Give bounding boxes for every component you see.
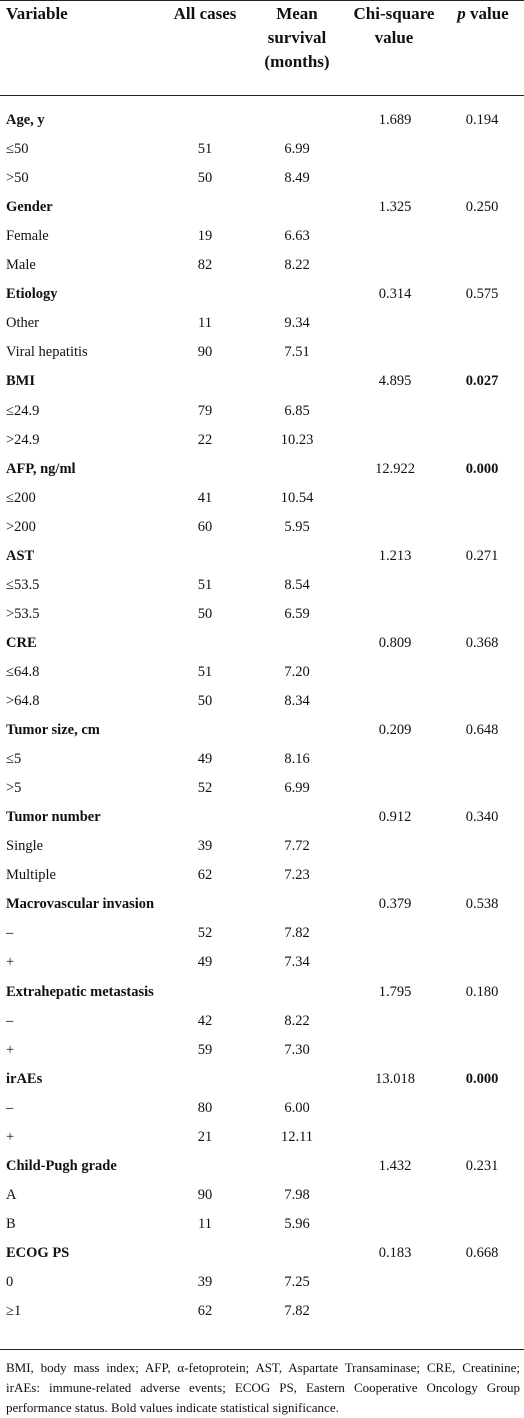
cell-mean-survival: 7.20	[284, 663, 310, 680]
table-row-group	[0, 1239, 524, 1268]
cell-all-cases: 21	[197, 1128, 213, 1145]
cell-mean-survival: 7.23	[284, 867, 310, 884]
cell-mean-survival: 6.85	[284, 402, 310, 419]
table-row	[0, 1297, 524, 1326]
cell-mean-survival	[254, 193, 340, 222]
cell-variable: irAEs	[6, 1070, 43, 1087]
cell-mean-survival: 7.82	[284, 925, 310, 942]
table-top-rule	[0, 0, 524, 1]
cell-variable: Etiology	[6, 286, 58, 303]
cell-mean-survival: 7.72	[284, 838, 310, 855]
cell-mean-survival	[254, 716, 340, 745]
cell-chi-square: 0.209	[378, 722, 412, 739]
cell-p-value: 0.000	[465, 1070, 499, 1087]
cell-p-value: 0.027	[465, 373, 499, 390]
cell-chi-square	[350, 658, 440, 687]
cell-p-value: 0.575	[465, 286, 499, 303]
cell-all-cases: 51	[197, 576, 213, 593]
cell-p-value	[444, 135, 520, 164]
cell-chi-square	[350, 861, 440, 890]
cell-variable: –	[6, 1012, 14, 1029]
table-row	[0, 600, 524, 629]
cell-mean-survival: 8.16	[284, 751, 310, 768]
cell-mean-survival	[254, 542, 340, 571]
cell-p-value: 0.668	[465, 1244, 499, 1261]
cell-mean-survival: 8.54	[284, 576, 310, 593]
cell-variable: +	[6, 954, 15, 971]
cell-p-value: 0.271	[465, 547, 499, 564]
table-footnote: BMI, body mass index; AFP, α-fetoprotein; AST, Aspartate Transaminase; CRE, Creatinine; irAEs: immune-related adverse events; ECOG PS, Eastern Cooperative Oncology Group performance status. Bold values indicate statistical significance.	[6, 1360, 520, 1415]
table-row	[0, 774, 524, 803]
cell-all-cases	[170, 106, 240, 135]
table-row	[0, 1123, 524, 1152]
cell-p-value	[444, 164, 520, 193]
cell-variable: Gender	[6, 199, 53, 216]
cell-p-value: 0.648	[465, 722, 499, 739]
cell-chi-square: 4.895	[378, 373, 412, 390]
cell-variable: Other	[6, 315, 40, 332]
cell-all-cases: 51	[197, 141, 213, 158]
cell-mean-survival: 5.95	[284, 518, 310, 535]
cell-chi-square	[350, 948, 440, 977]
cell-chi-square: 0.183	[378, 1244, 412, 1261]
cell-variable: >24.9	[6, 431, 40, 448]
cell-mean-survival: 7.34	[284, 954, 310, 971]
cell-mean-survival	[254, 280, 340, 309]
cell-all-cases: 51	[197, 663, 213, 680]
cell-variable: >200	[6, 518, 36, 535]
header-bottom-rule	[0, 95, 524, 96]
table-row-group	[0, 803, 524, 832]
cell-chi-square	[350, 135, 440, 164]
cell-p-value	[444, 338, 520, 367]
cell-variable: ECOG PS	[6, 1244, 70, 1261]
cell-all-cases: 50	[197, 693, 213, 709]
cell-p-value	[444, 745, 520, 774]
cell-mean-survival: 5.96	[284, 1215, 310, 1232]
table-row	[0, 745, 524, 774]
cell-p-value: 0.340	[465, 809, 499, 826]
table-row-group	[0, 1152, 524, 1181]
cell-p-value	[444, 774, 520, 803]
cell-mean-survival	[254, 367, 340, 396]
cell-p-value	[444, 1094, 520, 1123]
table-row-group	[0, 716, 524, 745]
cell-mean-survival: 7.51	[284, 344, 310, 361]
cell-chi-square	[350, 1181, 440, 1210]
cell-mean-survival: 6.00	[284, 1099, 310, 1116]
cell-all-cases	[170, 367, 240, 396]
header-p-value	[444, 2, 522, 26]
cell-variable: 0	[6, 1274, 14, 1290]
cell-variable: Male	[6, 257, 36, 274]
cell-chi-square	[350, 832, 440, 861]
table-row-group	[0, 978, 524, 1007]
cell-variable: –	[6, 925, 14, 942]
cell-p-value	[444, 426, 520, 455]
cell-mean-survival: 6.59	[284, 605, 310, 622]
table-row	[0, 338, 524, 367]
cell-mean-survival: 6.99	[284, 141, 310, 158]
cell-p-value	[444, 222, 520, 251]
header-chi-line2: value	[374, 28, 414, 47]
cell-p-value: 0.194	[465, 112, 499, 128]
cell-all-cases: 49	[197, 751, 213, 768]
table-row	[0, 222, 524, 251]
cell-all-cases: 22	[197, 431, 213, 448]
table-row	[0, 251, 524, 280]
header-mean-line2: survival	[267, 28, 327, 47]
cell-mean-survival	[254, 455, 340, 484]
cell-all-cases: 11	[198, 315, 212, 332]
cell-all-cases: 60	[197, 518, 213, 535]
table-row	[0, 397, 524, 426]
cell-all-cases: 62	[197, 1303, 213, 1320]
cell-p-value	[444, 484, 520, 513]
cell-p-value	[444, 658, 520, 687]
cell-mean-survival: 7.82	[284, 1303, 310, 1320]
cell-all-cases	[170, 280, 240, 309]
cell-mean-survival: 7.30	[284, 1041, 310, 1058]
header-chi-line1: Chi-square	[353, 4, 435, 23]
cell-variable: >64.8	[6, 693, 40, 709]
cell-p-value	[444, 600, 520, 629]
cell-chi-square	[350, 426, 440, 455]
cell-all-cases: 41	[197, 489, 213, 506]
cell-variable: Extrahepatic metastasis	[6, 983, 154, 1000]
table-row	[0, 1210, 524, 1239]
cell-chi-square	[350, 571, 440, 600]
cell-all-cases: 80	[197, 1099, 213, 1116]
table-row-group	[0, 280, 524, 309]
cell-chi-square	[350, 1210, 440, 1239]
table-row	[0, 571, 524, 600]
cell-mean-survival	[254, 629, 340, 658]
table-row	[0, 919, 524, 948]
cell-p-value	[444, 571, 520, 600]
cell-p-value	[444, 1123, 520, 1152]
cell-mean-survival	[254, 890, 340, 919]
cell-all-cases	[170, 716, 240, 745]
cell-p-value	[444, 1297, 520, 1326]
cell-chi-square	[350, 397, 440, 426]
cell-variable: AFP, ng/ml	[6, 460, 76, 477]
cell-chi-square: 13.018	[375, 1070, 415, 1087]
cell-p-value: 0.231	[465, 1157, 499, 1174]
cell-mean-survival	[254, 106, 340, 135]
cell-p-value	[444, 1181, 520, 1210]
cell-variable: Tumor number	[6, 809, 101, 826]
cell-p-value	[444, 1007, 520, 1036]
cell-variable: Age, y	[6, 112, 45, 128]
cell-all-cases: 52	[197, 780, 213, 797]
table-row	[0, 309, 524, 338]
table-row-group	[0, 106, 524, 135]
cell-variable: ≤50	[6, 141, 29, 158]
cell-variable: Viral hepatitis	[6, 344, 88, 361]
header-mean-line3: (months)	[264, 52, 330, 71]
cell-chi-square: 0.912	[378, 809, 412, 826]
cell-p-value	[444, 309, 520, 338]
cell-variable: +	[6, 1128, 15, 1145]
cell-chi-square	[350, 1123, 440, 1152]
table-row	[0, 1181, 524, 1210]
cell-all-cases	[170, 890, 240, 919]
cell-all-cases	[170, 629, 240, 658]
cell-variable: Macrovascular invasion	[6, 896, 155, 913]
cell-p-value	[444, 948, 520, 977]
cell-all-cases: 49	[197, 954, 213, 971]
header-p-rest: value	[465, 4, 509, 23]
table-row	[0, 948, 524, 977]
cell-all-cases	[170, 1239, 240, 1268]
cell-mean-survival	[254, 1152, 340, 1181]
cell-variable: ≤200	[6, 489, 36, 506]
cell-chi-square	[350, 687, 440, 716]
cell-chi-square	[350, 919, 440, 948]
cell-all-cases	[170, 193, 240, 222]
cell-chi-square: 1.213	[378, 547, 412, 564]
cell-p-value: 0.000	[465, 460, 499, 477]
cell-all-cases: 39	[197, 1274, 213, 1290]
cell-mean-survival: 10.54	[280, 489, 314, 506]
cell-chi-square	[350, 600, 440, 629]
cell-variable: >53.5	[6, 605, 40, 622]
table-row	[0, 861, 524, 890]
cell-chi-square: 0.379	[378, 896, 412, 913]
cell-all-cases: 59	[197, 1041, 213, 1058]
cell-all-cases	[170, 978, 240, 1007]
cell-chi-square: 1.689	[378, 112, 412, 128]
cell-p-value	[444, 251, 520, 280]
table-row-group	[0, 1065, 524, 1094]
cell-all-cases: 19	[197, 228, 213, 245]
cell-all-cases	[170, 455, 240, 484]
cell-p-value	[444, 513, 520, 542]
cell-variable: >5	[6, 780, 22, 797]
cell-p-value	[444, 1210, 520, 1239]
cell-p-value: 0.180	[465, 983, 499, 1000]
cell-all-cases: 90	[197, 344, 213, 361]
cell-p-value	[444, 687, 520, 716]
cell-all-cases: 39	[197, 838, 213, 855]
table-row	[0, 1036, 524, 1065]
cell-all-cases	[170, 803, 240, 832]
cell-chi-square	[350, 338, 440, 367]
table-row	[0, 513, 524, 542]
cell-chi-square: 12.922	[375, 460, 415, 477]
cell-variable: AST	[6, 547, 35, 564]
table-row	[0, 426, 524, 455]
cell-variable: ≤64.8	[6, 663, 40, 680]
cell-chi-square	[350, 513, 440, 542]
cell-all-cases: 82	[197, 257, 213, 274]
cell-mean-survival: 8.49	[284, 170, 310, 187]
cell-mean-survival	[254, 978, 340, 1007]
cell-mean-survival: 6.63	[284, 228, 310, 245]
cell-all-cases	[170, 1065, 240, 1094]
cell-variable: ≤5	[6, 751, 22, 768]
cell-chi-square	[350, 222, 440, 251]
cell-p-value	[444, 397, 520, 426]
cell-mean-survival: 9.34	[284, 315, 310, 332]
cell-all-cases: 11	[198, 1215, 212, 1232]
cell-mean-survival: 6.99	[284, 780, 310, 797]
header-chi-square	[344, 2, 444, 50]
cell-variable: BMI	[6, 373, 35, 390]
cell-chi-square: 1.432	[378, 1157, 412, 1174]
cell-variable: Female	[6, 228, 49, 245]
cell-all-cases: 50	[197, 170, 213, 187]
cell-variable: ≥1	[6, 1303, 22, 1320]
cell-mean-survival	[254, 1239, 340, 1268]
cell-variable: Tumor size, cm	[6, 722, 100, 739]
cell-all-cases: 52	[197, 925, 213, 942]
table-row-group	[0, 193, 524, 222]
cell-variable: ≤53.5	[6, 576, 40, 593]
cell-p-value	[444, 919, 520, 948]
cell-p-value	[444, 832, 520, 861]
cell-mean-survival: 7.98	[284, 1186, 310, 1203]
table-row-group	[0, 629, 524, 658]
cell-p-value: 0.368	[465, 634, 499, 651]
cell-chi-square	[350, 1036, 440, 1065]
cell-mean-survival: 8.22	[284, 1012, 310, 1029]
cell-variable: >50	[6, 170, 29, 187]
table-row	[0, 658, 524, 687]
cell-all-cases: 90	[197, 1186, 213, 1203]
table-row	[0, 484, 524, 513]
cell-chi-square	[350, 1094, 440, 1123]
cell-mean-survival	[254, 803, 340, 832]
cell-chi-square: 0.809	[378, 634, 412, 651]
cell-all-cases: 50	[197, 605, 213, 622]
table-row	[0, 687, 524, 716]
table-row	[0, 1094, 524, 1123]
cell-variable: –	[6, 1099, 14, 1116]
table-bottom-rule	[0, 1349, 524, 1350]
cell-chi-square	[350, 484, 440, 513]
table-row	[0, 1007, 524, 1036]
cell-chi-square	[350, 1297, 440, 1326]
cell-chi-square	[350, 1007, 440, 1036]
cell-chi-square: 1.325	[378, 199, 412, 216]
cell-all-cases: 79	[197, 402, 213, 419]
table-row	[0, 164, 524, 193]
cell-variable: B	[6, 1215, 16, 1232]
cell-chi-square: 0.314	[378, 286, 412, 303]
cell-all-cases	[170, 1152, 240, 1181]
cell-chi-square	[350, 251, 440, 280]
cell-mean-survival	[254, 1065, 340, 1094]
cell-p-value	[444, 1268, 520, 1297]
cell-chi-square	[350, 1268, 440, 1297]
header-p-italic: p	[457, 4, 466, 23]
cell-variable: Child-Pugh grade	[6, 1157, 117, 1174]
cell-mean-survival: 7.25	[284, 1274, 310, 1290]
cell-chi-square	[350, 309, 440, 338]
cell-mean-survival: 10.23	[280, 431, 314, 448]
cell-p-value	[444, 1036, 520, 1065]
cell-chi-square	[350, 164, 440, 193]
cell-p-value: 0.538	[465, 896, 499, 913]
cell-variable: Single	[6, 838, 44, 855]
table-row	[0, 135, 524, 164]
table-row-group	[0, 367, 524, 396]
cell-all-cases: 42	[197, 1012, 213, 1029]
header-mean-survival	[254, 2, 340, 74]
cell-mean-survival: 12.11	[280, 1128, 314, 1145]
table-row	[0, 1268, 524, 1297]
cell-chi-square	[350, 745, 440, 774]
cell-all-cases: 62	[197, 867, 213, 884]
cell-p-value	[444, 861, 520, 890]
table-row-group	[0, 542, 524, 571]
cell-variable: A	[6, 1186, 17, 1203]
cell-variable: Multiple	[6, 867, 56, 884]
table-row-group	[0, 455, 524, 484]
cell-variable: +	[6, 1041, 15, 1058]
cell-p-value: 0.250	[465, 199, 499, 216]
cell-all-cases	[170, 542, 240, 571]
cell-variable: CRE	[6, 634, 37, 651]
cell-mean-survival: 8.34	[284, 693, 310, 709]
header-all-cases: All cases	[173, 4, 237, 23]
cell-chi-square: 1.795	[378, 983, 412, 1000]
cell-variable: ≤24.9	[6, 402, 40, 419]
cell-mean-survival: 8.22	[284, 257, 310, 274]
header-mean-line1: Mean	[276, 4, 318, 23]
header-variable: Variable	[6, 4, 68, 23]
table-row	[0, 832, 524, 861]
table-row-group	[0, 890, 524, 919]
cell-chi-square	[350, 774, 440, 803]
